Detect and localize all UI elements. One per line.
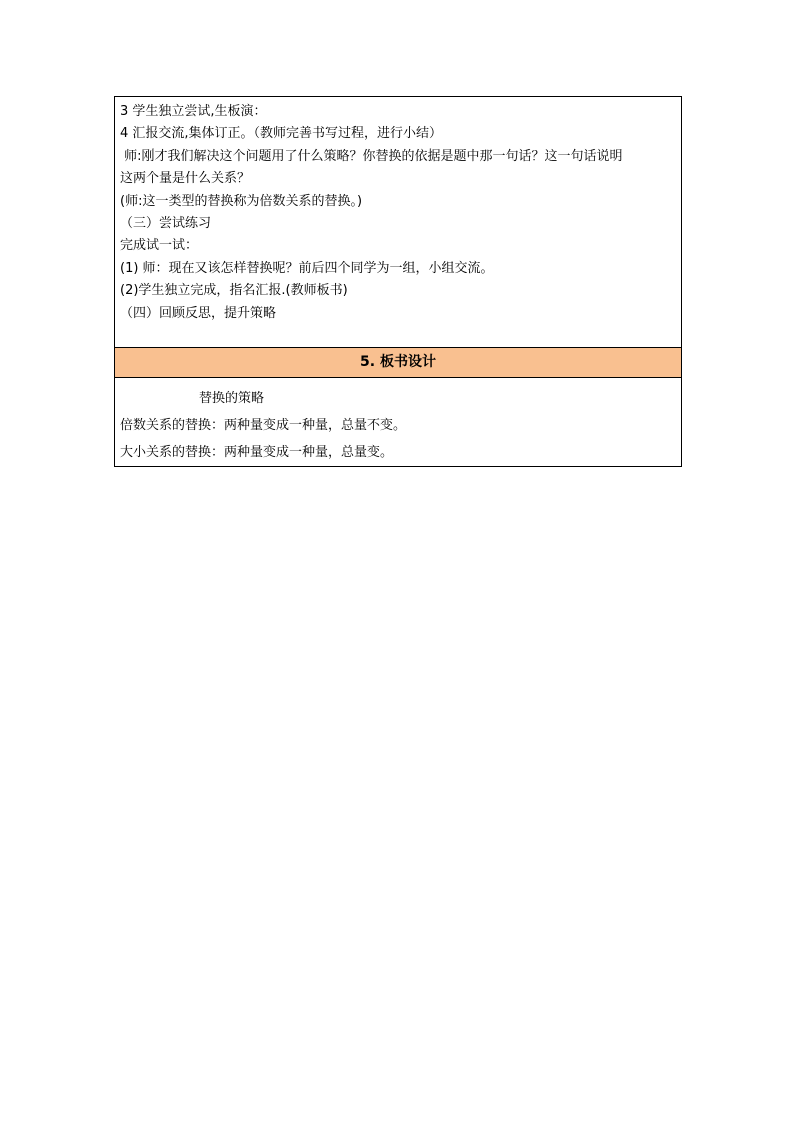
text-line: （四）回顾反思，提升策略 bbox=[120, 305, 277, 321]
board-title: 替换的策略 bbox=[199, 391, 265, 406]
text-line: (1) 师：现在又该怎样替换呢？前后四个同学为一组，小组交流。 bbox=[120, 260, 494, 276]
board-line-size-relation: 大小关系的替换：两种量变成一种量，总量变。 bbox=[120, 445, 394, 460]
text-line: 4 汇报交流,集体订正。（教师完善书写过程，进行小结） bbox=[120, 126, 443, 142]
text-line: 3 学生独立尝试,生板演： bbox=[120, 104, 267, 119]
text-line: 师:刚才我们解决这个问题用了什么策略？你替换的依据是题中那一句话？这一句话说明 bbox=[120, 148, 623, 164]
text-line: 这两个量是什么关系？ bbox=[120, 171, 251, 187]
text-line: （三）尝试练习 bbox=[120, 216, 212, 232]
text-line: (2)学生独立完成，指名汇报.(教师板书) bbox=[120, 283, 348, 299]
lesson-plan-table bbox=[114, 96, 682, 467]
text-line: (师:这一类型的替换称为倍数关系的替换。) bbox=[120, 193, 363, 209]
board-line-multiple-relation: 倍数关系的替换：两种量变成一种量，总量不变。 bbox=[120, 418, 407, 433]
text-line: 完成试一试： bbox=[120, 238, 199, 254]
board-design-cell bbox=[115, 378, 681, 466]
section-header-board-design: 5. 板书设计 bbox=[115, 348, 681, 378]
teaching-process-cell bbox=[115, 97, 681, 348]
